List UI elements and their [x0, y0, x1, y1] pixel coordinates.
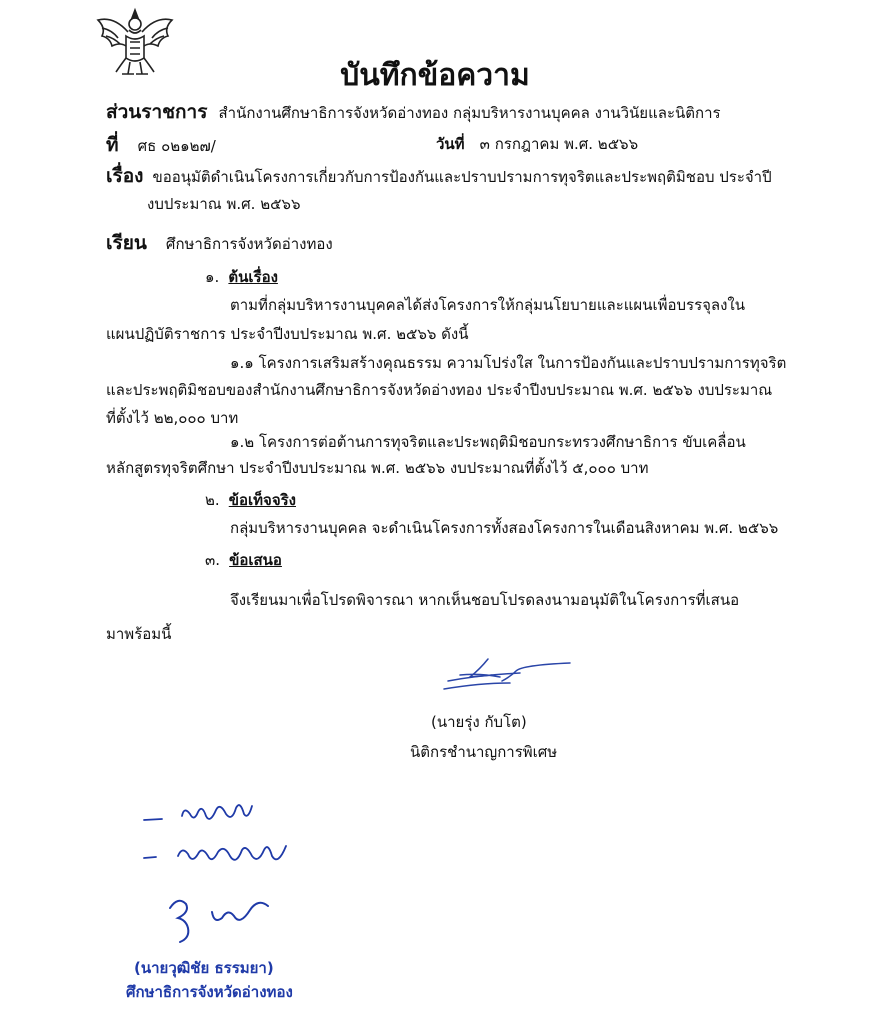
- department-row: [106, 97, 721, 127]
- subject-line-2: งบประมาณ พ.ศ. ๒๕๖๖: [147, 195, 301, 213]
- s1-para2-line1: ๑.๑ โครงการเสริมสร้างคุณธรรม ความโปร่งใส ในการป้องกันและปราบปรามการทุจริต: [230, 354, 787, 372]
- handwritten-note-1: [140, 796, 280, 836]
- date-value: ๓ กรกฎาคม พ.ศ. ๒๕๖๖: [479, 135, 639, 153]
- approver-name: (นายวุฒิชัย ธรรมยา): [134, 959, 274, 977]
- s1-para3-line1: ๑.๒ โครงการต่อต้านการทุจริตและประพฤติมิชอบกระทรวงศึกษาธิการ ขับเคลื่อน: [230, 433, 746, 451]
- approver-position: ศึกษาธิการจังหวัดอ่างทอง: [126, 983, 293, 1001]
- date-label: วันที่: [436, 135, 465, 153]
- section-1-heading: [205, 265, 278, 289]
- section-1-title: ต้นเรื่อง: [228, 268, 278, 286]
- section-3-heading: [205, 548, 282, 572]
- s3-para1-line1: จึงเรียนมาเพื่อโปรดพิจารณา หากเห็นชอบโปรดลงนามอนุมัติในโครงการที่เสนอ: [230, 591, 740, 609]
- to-label: เรียน: [106, 232, 147, 254]
- to-value: ศึกษาธิการจังหวัดอ่างทอง: [165, 235, 333, 253]
- ref-value: ศธ ๐๒๑๒๗/: [137, 137, 216, 155]
- s1-para2-line3: ที่ตั้งไว้ ๒๒,๐๐๐ บาท: [106, 409, 239, 427]
- section-1-number: ๑.: [205, 268, 220, 286]
- to-row: [106, 228, 333, 258]
- s1-para2-line2: และประพฤติมิชอบของสำนักงานศึกษาธิการจังหวัดอ่างทอง ประจำปีงบประมาณ พ.ศ. ๒๕๖๖ งบประมาณ: [106, 381, 773, 399]
- s3-para1-line2: มาพร้อมนี้: [106, 625, 172, 643]
- department-label: ส่วนราชการ: [106, 101, 208, 123]
- section-2-number: ๒.: [205, 491, 220, 509]
- ref-row: [106, 130, 216, 160]
- s1-para3-line2: หลักสูตรทุจริตศึกษา ประจำปีงบประมาณ พ.ศ. ๒๕๖๖ งบประมาณที่ตั้งไว้ ๕,๐๐๐ บาท: [106, 459, 649, 477]
- signer-name: (นายรุ่ง กับโต): [431, 713, 527, 731]
- section-2-heading: [205, 488, 296, 512]
- handwritten-note-2: [140, 836, 310, 880]
- subject-label: เรื่อง: [106, 165, 144, 187]
- page-title: บันทึกข้อความ: [340, 58, 530, 93]
- department-value: สำนักงานศึกษาธิการจังหวัดอ่างทอง กลุ่มบริหารงานบุคคล งานวินัยและนิติการ: [218, 104, 721, 122]
- ref-label: ที่: [106, 134, 119, 156]
- signer-position: นิติกรชำนาญการพิเศษ: [410, 743, 558, 761]
- subject-row: [106, 161, 772, 191]
- signer-signature: [440, 655, 580, 695]
- section-3-number: ๓.: [205, 551, 221, 569]
- approver-signature: [160, 890, 300, 946]
- subject-line-1: ขออนุมัติดำเนินโครงการเกี่ยวกับการป้องกันและปราบปรามการทุจริตและประพฤติมิชอบ ประจำปี: [152, 168, 772, 186]
- section-2-title: ข้อเท็จจริง: [228, 491, 296, 509]
- s2-para1: กลุ่มบริหารงานบุคคล จะดำเนินโครงการทั้งสองโครงการในเดือนสิงหาคม พ.ศ. ๒๕๖๖: [230, 519, 779, 537]
- s1-para1-line1: ตามที่กลุ่มบริหารงานบุคคลได้ส่งโครงการให้กลุ่มนโยบายและแผนเพื่อบรรจุลงใน: [230, 296, 746, 314]
- s1-para1-line2: แผนปฏิบัติราชการ ประจำปีงบประมาณ พ.ศ. ๒๕๖๖ ดังนี้: [106, 325, 469, 343]
- date-row: [436, 132, 638, 156]
- section-3-title: ข้อเสนอ: [229, 551, 282, 569]
